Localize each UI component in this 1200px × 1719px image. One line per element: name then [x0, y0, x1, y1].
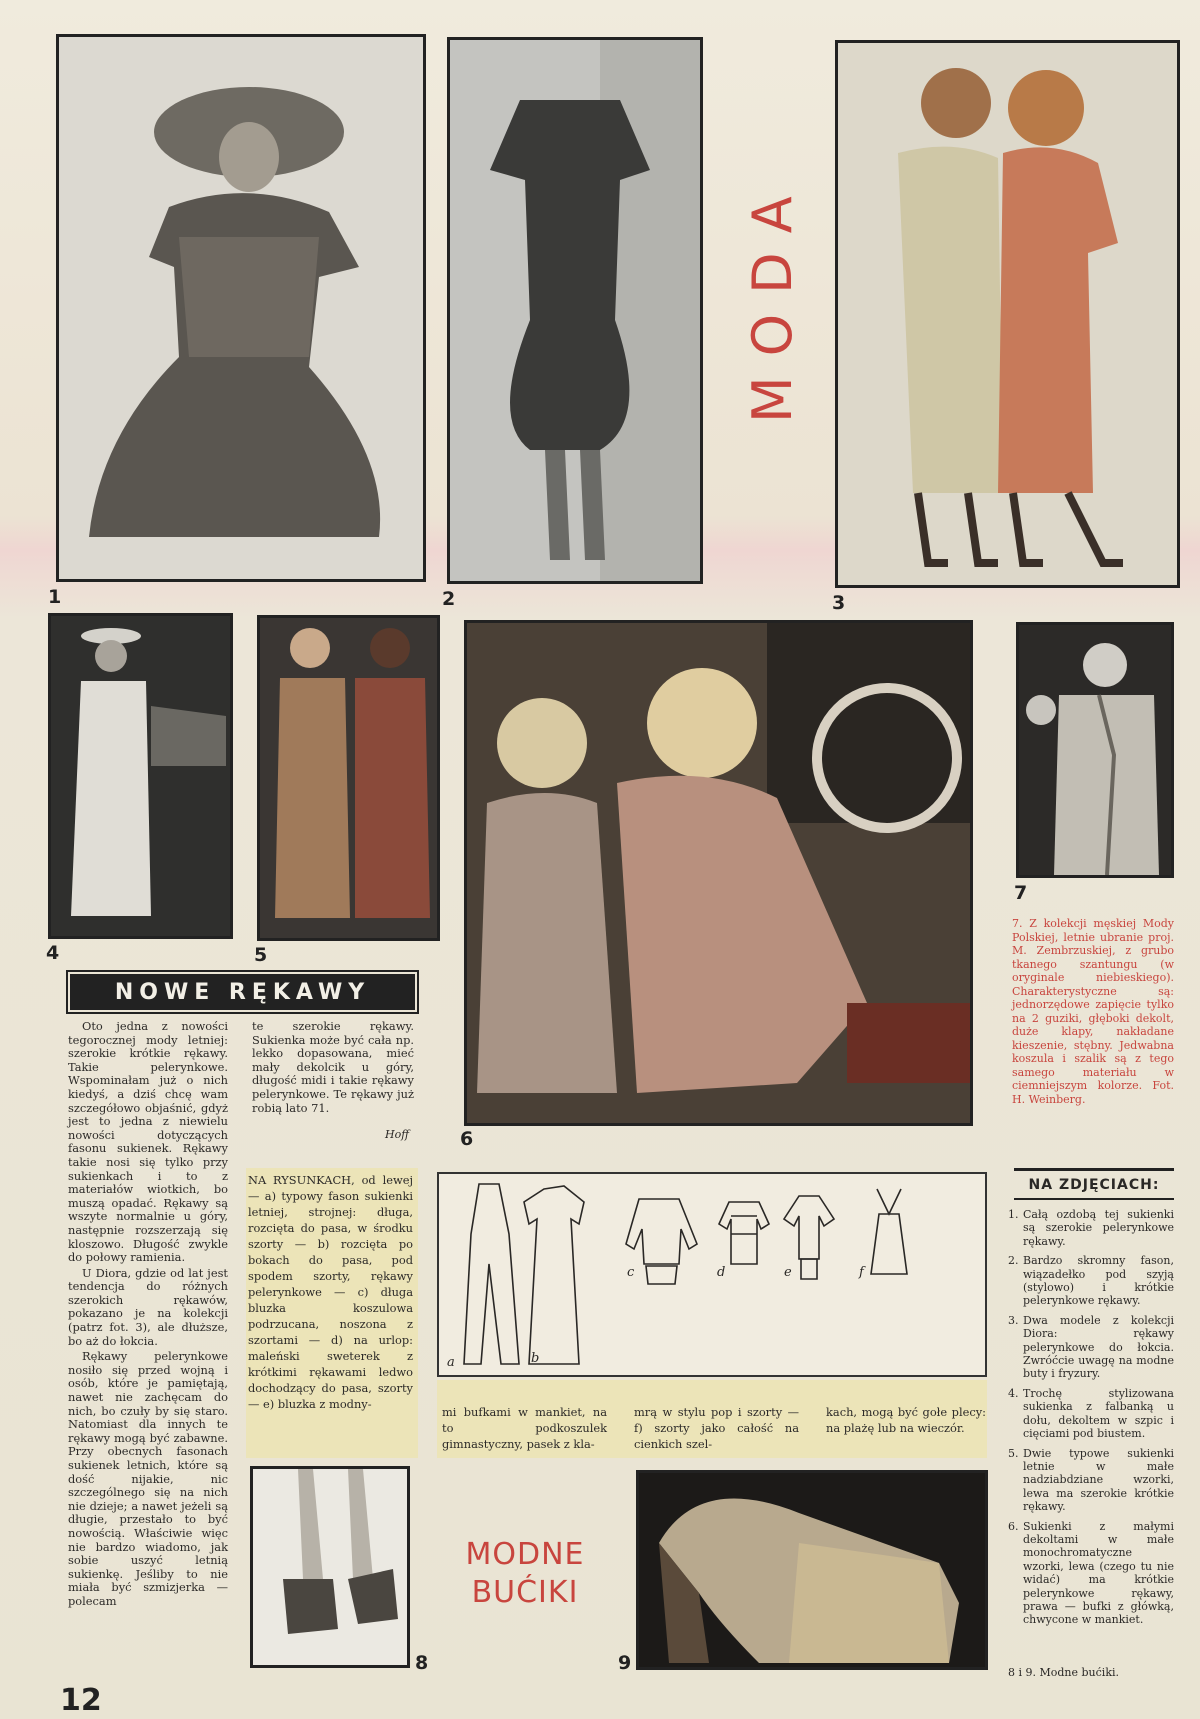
photo-1-illustration: [59, 37, 423, 579]
list-item: [1008, 1447, 1174, 1514]
list-item-text: Sukienki z małymi dekoltami w małe monochromatyczne wzorki, lewa (czego tu nie widać) ma krótkie pelerynkowe rękawy, prawa — bufki z główką, chwycone w mankiet.: [1023, 1519, 1174, 1627]
list-item-text: Trochę stylizowana sukienka z falbanką u dołu, dekoltem w szpic i cięciami pod biustem.: [1023, 1386, 1174, 1441]
section-title: MODA: [741, 176, 804, 424]
figure-number-3: 3: [832, 592, 846, 614]
photo-3: [835, 40, 1180, 588]
photo-1: [56, 34, 426, 582]
shoes-title: [440, 1536, 610, 1612]
list-item-number: 1.: [1008, 1208, 1019, 1221]
figure-number-6: 6: [460, 1128, 474, 1150]
article-paragraph-3: Rękawy pelerynkowe nosiło się przed wojną i osób, które je pamiętają, nawet nie zachęcam do nich, bo czuły by się staro. Natomiast dla innych te rękawy mogą być zabawne. Przy obecnych fasonach sukienek letnich, które są dość nijakie, nic szczególnego się na nich nie dzieje; a nawet jeżeli są długie, przestało to być nowością. Właściwie więc nie bardzo wiadomo, jak sobie uszyć letnią sukienkę. Jeśliby to nie miała być szmizjerka — polecam: [68, 1349, 228, 1608]
photo-2: [447, 37, 703, 584]
list-item-number: 3.: [1008, 1313, 1019, 1327]
list-item-text: Bardzo skromny fason, wiązadełko pod szyją (stylowo) i krótkie pelerynkowe rękawy.: [1023, 1254, 1174, 1308]
list-item-number: 2.: [1008, 1254, 1019, 1268]
caption-photo-7: 7. Z kolekcji męskiej Mody Polskiej, letnie ubranie proj. M. Zembrzuskiej, z grubo tkanego szantungu (w oryginale niebieskiego). Charakterystyczne są: jednorzędowe zapięcie tylko na 2 guziki, głęboki dekolt, duże klapy, nakładane kieszenie, stębny. Jedwabna koszula i szalik są z tego samego materiału w ciemniejszym kolorze. Fot. H. Weinberg.: [1012, 917, 1174, 1106]
drawing-letter-a: a: [447, 1355, 455, 1370]
drawings-caption-column-2: mi bufkami w mankiet, na to podkoszulek gimnastyczny, pasek z kla-: [442, 1405, 607, 1451]
photo-4: [48, 613, 233, 939]
drawings-caption-column-4: kach, mogą być gołe plecy: na plażę lub na wieczór.: [826, 1405, 986, 1435]
photo-2-illustration: [450, 40, 700, 581]
article-paragraph-4: te szerokie rękawy. Sukienka może być cała np. lekko dopasowana, mieć mały dekolcik u góry, długość midi i takie rękawy pelerynkowe. Te rękawy już robią lato 71.: [252, 1019, 414, 1115]
photo-7-illustration: [1019, 625, 1171, 875]
drawing-letter-d: d: [717, 1265, 726, 1280]
fashion-drawings: [437, 1172, 987, 1377]
drawings-caption-column-3: mrą w stylu pop i szorty — f) szorty jako całość na cienkich szel-: [634, 1405, 799, 1451]
photo-8-illustration: [253, 1469, 407, 1665]
photo-5: [257, 615, 440, 941]
list-item-number: 4.: [1008, 1386, 1019, 1400]
figure-number-5: 5: [254, 944, 268, 966]
list-item-number: 6.: [1008, 1519, 1019, 1533]
list-item-text: Dwie typowe sukienki letnie w małe nadziabdziane wzorki, lewa ma szerokie krótkie rękawy.: [1023, 1446, 1174, 1514]
list-item: [1008, 1520, 1174, 1627]
photo-9: [636, 1470, 988, 1670]
photo-8: [250, 1466, 410, 1668]
photo-list-footer: 8 i 9. Modne bućiki.: [1008, 1666, 1120, 1679]
list-item: [1008, 1254, 1174, 1308]
list-item: [1008, 1208, 1174, 1248]
list-item-number: 5.: [1008, 1446, 1019, 1460]
fashion-drawings-sketch: [439, 1174, 985, 1375]
article-column-2: [252, 1020, 414, 1117]
article-column-1: [68, 1020, 228, 1611]
list-item: [1008, 1387, 1174, 1441]
list-item: [1008, 1314, 1174, 1381]
drawings-caption-column-1: NA RYSUNKACH, od lewej — a) typowy fason sukienki letniej, strojnej: długa, rozcięta do pasa, w środku szorty — b) rozcięta po bokach do pasa, pod spodem szorty, rękawy pelerynkowe — c) długa bluzka koszulowa podrzucana, noszona z szortami — d) na urlop: maleński sweterek z krótkimi rękawami ledwo dochodzący do pasa, szorty — e) bluzka z modny-: [248, 1173, 413, 1411]
figure-number-7: 7: [1014, 882, 1028, 904]
article-signature: Hoff: [385, 1128, 410, 1141]
figure-number-4: 4: [46, 942, 60, 964]
photo-5-illustration: [260, 618, 437, 938]
figure-number-8: 8: [415, 1652, 429, 1674]
drawing-letter-c: c: [627, 1265, 635, 1280]
article-paragraph-2: U Diora, gdzie od lat jest tendencja do różnych szerokich rękawów, pokazano je na kolekcji (patrz fot. 3), ale dłuższe, bo aż do łokcia.: [68, 1265, 228, 1348]
headline: NOWE RĘKAWY: [70, 974, 415, 1010]
shoes-title-line-2: BUĆIKI: [471, 1575, 579, 1610]
photo-list-title: NA ZDJĘCIACH:: [1014, 1168, 1174, 1200]
shoes-title-line-1: MODNE: [465, 1537, 585, 1572]
photo-3-illustration: [838, 43, 1177, 585]
figure-number-1: 1: [48, 586, 62, 608]
drawing-letter-e: e: [784, 1265, 792, 1280]
article-paragraph-1: Oto jedna z nowości tegorocznej mody letniej: szerokie krótkie rękawy. Takie pelerynkowe. Wspominałam już o nich kiedyś, a dziś chcę wam szczegółowo objaśnić, gdyż jest to jedna z niewielu nowości dotyczących fasonu sukienek. Rękawy takie nosi się tylko przy sukienkach i to z materiałów wiotkich, bo muszą opadać. Rękawy są wszyte normalnie u góry, następnie rozszerzają się kloszowo. Długość zwykle do połowy ramienia.: [68, 1019, 228, 1265]
drawing-letter-b: b: [531, 1351, 540, 1366]
photo-4-illustration: [51, 616, 230, 936]
photo-7: [1016, 622, 1174, 878]
photo-6: [464, 620, 973, 1126]
figure-number-2: 2: [442, 588, 456, 610]
list-item-text: Dwa modele z kolekcji Diora: rękawy pelerynkowe do łokcia. Zwróćcie uwagę na modne buty i fryzury.: [1023, 1313, 1174, 1381]
photo-9-illustration: [639, 1473, 985, 1667]
list-item-text: Całą ozdobą tej sukienki są szerokie pelerynkowe rękawy.: [1023, 1208, 1174, 1248]
figure-number-9: 9: [618, 1652, 632, 1674]
photo-6-illustration: [467, 623, 970, 1123]
drawing-letter-f: f: [859, 1265, 864, 1280]
page-number: 12: [60, 1683, 102, 1718]
photo-list: [1008, 1208, 1174, 1633]
